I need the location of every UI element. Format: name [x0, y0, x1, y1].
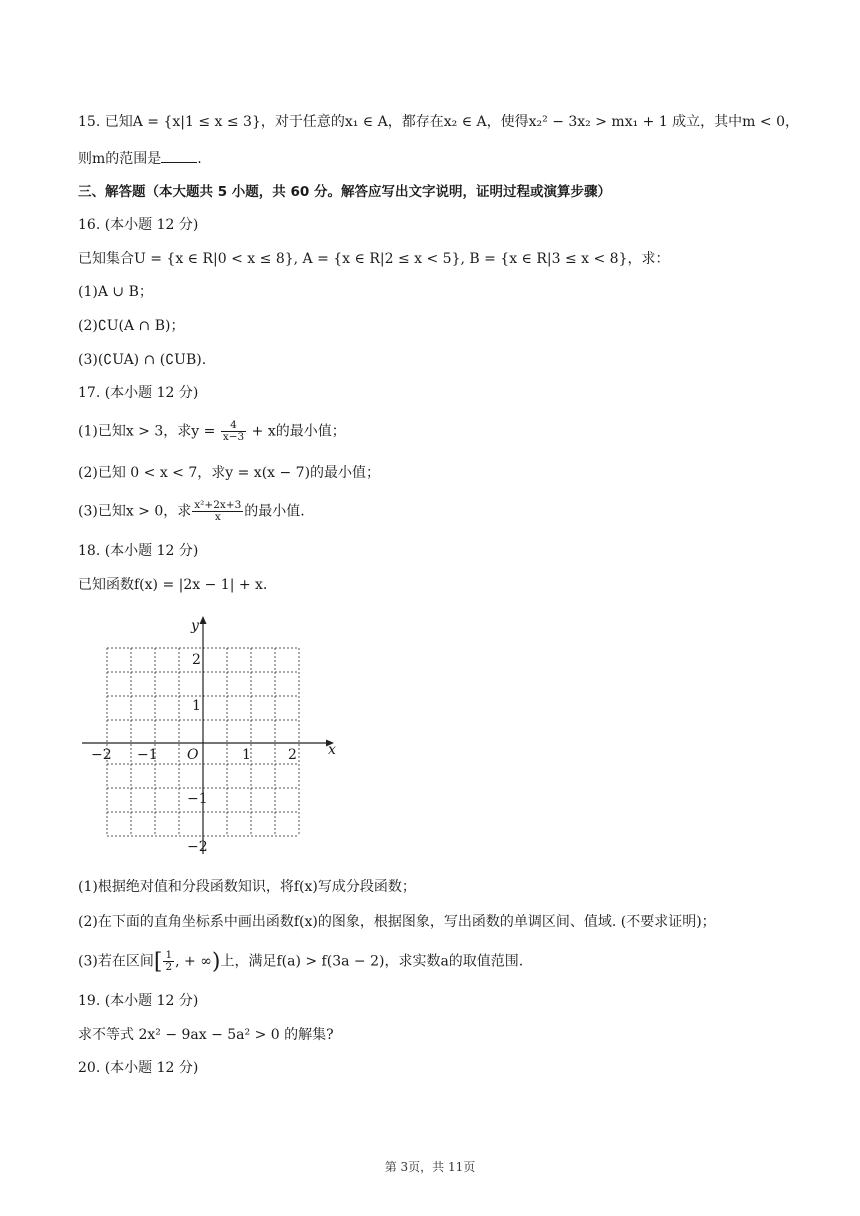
q18-part2: (2)在下面的直角坐标系中画出函数f(x)的图象，根据图象，写出函数的单调区间、值域. (不要求证明)； [78, 914, 716, 930]
y-tick-label: 1 [192, 698, 201, 714]
y-tick-label: 2 [192, 652, 201, 668]
y-axis-label: y [191, 618, 199, 634]
interval-left-bracket: [ [153, 949, 163, 975]
q16-part2: (2)∁U(A ∩ B)； [78, 318, 185, 334]
q18-header: 18. (本小题 12 分) [78, 543, 199, 559]
q17-header: 17. (本小题 12 分) [78, 385, 199, 401]
q16-part3: (3)(∁UA) ∩ (∁UB). [78, 352, 207, 368]
x-tick-label: 1 [242, 747, 251, 763]
q17-part2: (2)已知 0 < x < 7，求y = x(x − 7)的最小值； [78, 465, 381, 481]
q15-line2-prefix: 则m的范围是 [78, 151, 162, 167]
q15-line2-suffix: . [197, 151, 202, 167]
x-tick-label: 2 [288, 747, 297, 763]
q15-line2 [78, 148, 202, 169]
q18-part3-prefix: (3)若在区间 [78, 953, 154, 970]
fraction-numerator: x²+2x+3 [194, 499, 242, 511]
q16-stem: 已知集合U = {x ∈ R|0 < x ≤ 8}, A = {x ∈ R|2 ≤ x < 5}, B = {x ∈ R|3 ≤ x < 8}，求： [78, 251, 670, 267]
q19-stem: 求不等式 2x² − 9ax − 5a² > 0 的解集? [78, 1027, 334, 1043]
coordinate-grid-figure [78, 612, 348, 862]
q18-part3-suffix: 上，满足f(a) > f(3a − 2)，求实数a的取值范围. [220, 953, 524, 970]
q17-part3-prefix: (3)已知x > 0，求 [78, 503, 192, 520]
answer-blank[interactable] [161, 148, 197, 163]
axes [82, 616, 334, 854]
y-axis-arrow [200, 616, 207, 624]
q16-header: 16. (本小题 12 分) [78, 217, 199, 233]
fraction-denominator: x [192, 511, 243, 523]
q17-part1 [78, 420, 346, 443]
q17-part3 [78, 500, 305, 523]
q18-stem: 已知函数f(x) = |2x − 1| + x. [78, 577, 268, 593]
q20-header: 20. (本小题 12 分) [78, 1060, 199, 1076]
q18-part3 [78, 950, 523, 973]
q17-part1-fraction [221, 420, 246, 443]
y-tick-label: −2 [187, 839, 208, 855]
fraction-denominator: x−3 [222, 431, 245, 443]
q18-part1: (1)根据绝对值和分段函数知识，将f(x)写成分段函数； [78, 879, 416, 895]
fraction-denominator: 2 [165, 961, 173, 973]
q17-part3-fraction [192, 500, 243, 523]
q17-part3-suffix: 的最小值. [244, 503, 305, 520]
q19-header: 19. (本小题 12 分) [78, 993, 199, 1009]
q15-line1: 15. 已知A = {x|1 ≤ x ≤ 3}，对于任意的x₁ ∈ A，都存在x₂ ∈ A，使得x₂² − 3x₂ > mx₁ + 1 成立，其中m < 0， [78, 114, 799, 130]
fraction-numerator: 1 [165, 949, 173, 961]
x-axis-label: x [328, 742, 336, 758]
q16-part1: (1)A ∪ B； [78, 284, 153, 300]
q18-part3-interval-end: , + ∞ [175, 953, 212, 970]
fraction-numerator: 4 [230, 419, 237, 431]
q17-part1-prefix: (1)已知x > 3，求y = [78, 423, 220, 440]
q18-part3-fraction [163, 950, 174, 973]
q17-part1-suffix: + x的最小值； [247, 423, 346, 440]
section3-heading: 三、解答题（本大题共 5 小题，共 60 分。解答应写出文字说明，证明过程或演算步骤） [78, 184, 611, 200]
page-footer: 第 3页，共 11页 [384, 1160, 476, 1174]
origin-label: O [187, 747, 199, 763]
x-tick-label: −2 [91, 747, 112, 763]
interval-right-paren: ) [211, 949, 221, 975]
x-tick-label: −1 [137, 747, 158, 763]
y-tick-label: −1 [187, 791, 208, 807]
